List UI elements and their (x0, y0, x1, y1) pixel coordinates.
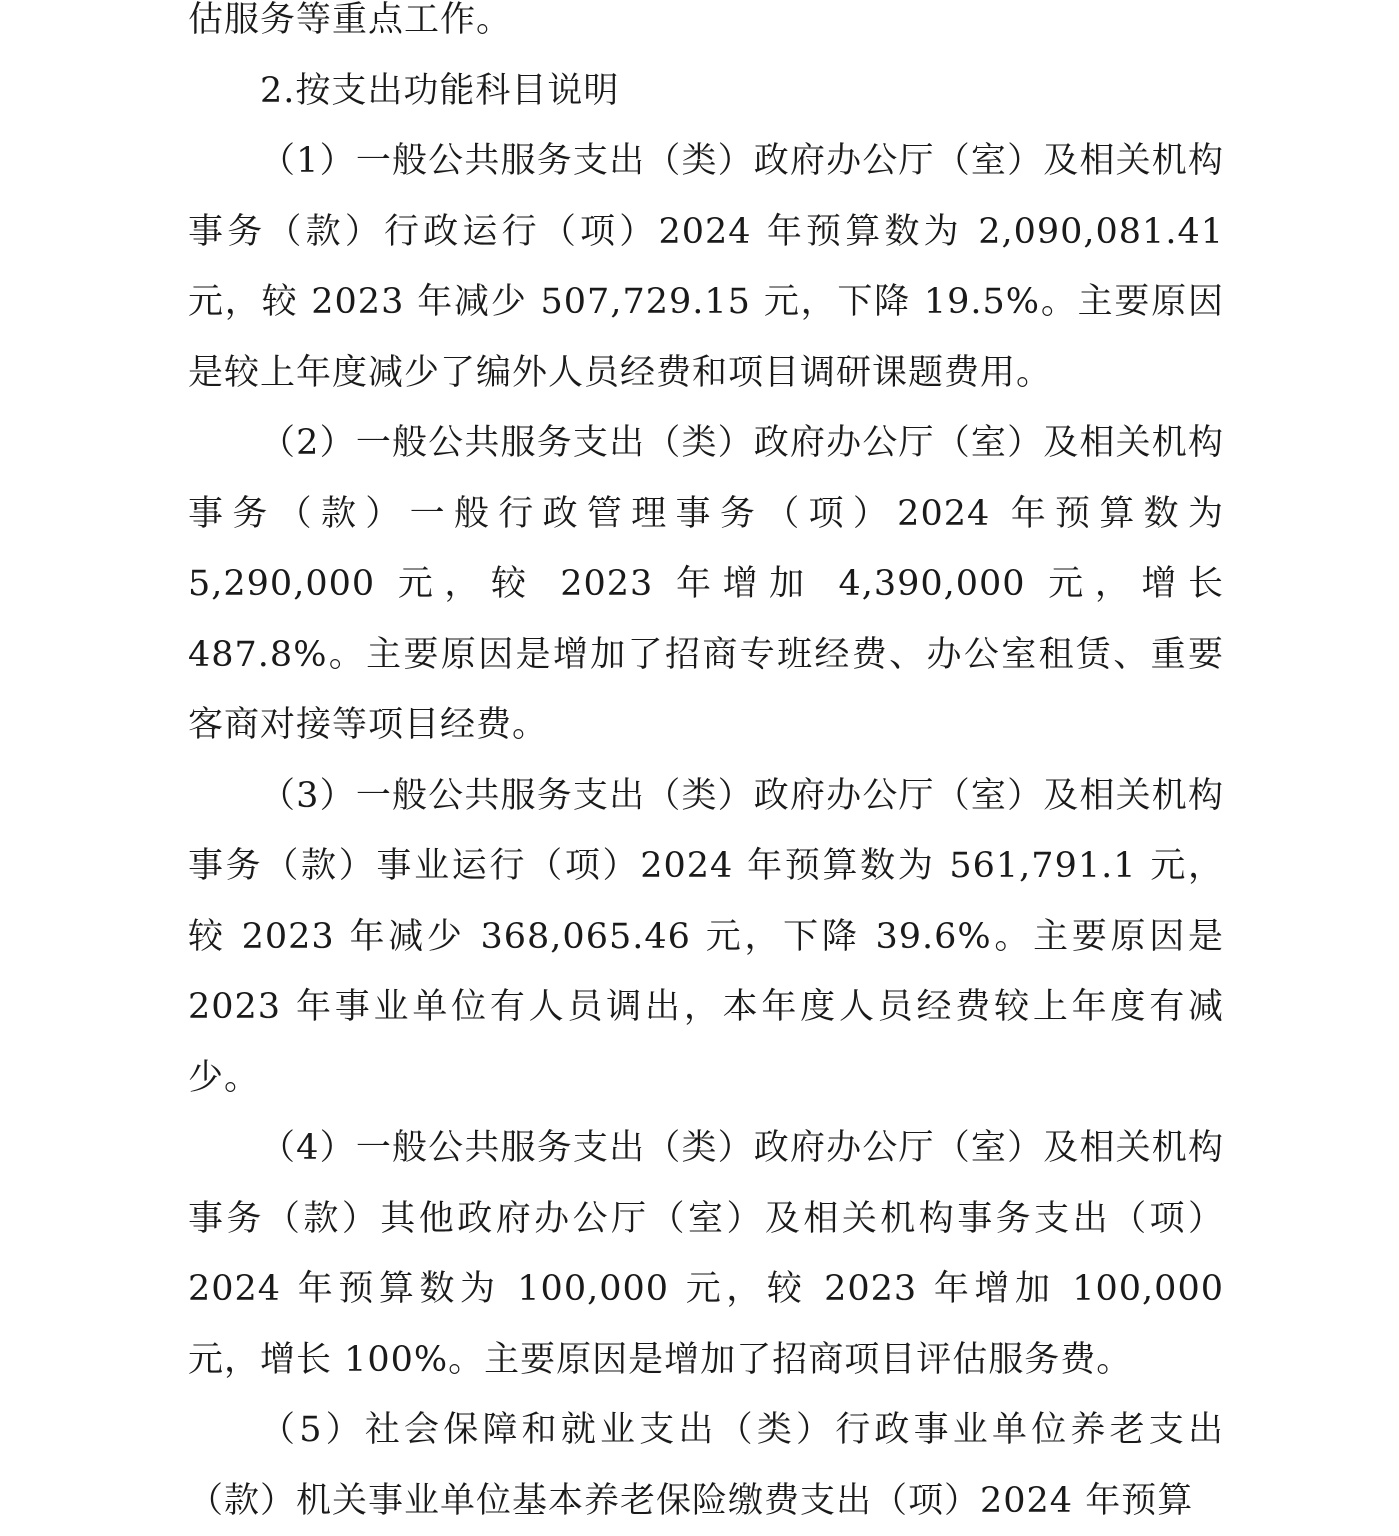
paragraph-item-4: （4）一般公共服务支出（类）政府办公厅（室）及相关机构事务（款）其他政府办公厅（室）及相关机构事务支出（项）2024 年预算数为 100,000 元，较 2023 年增加 100,000 元，增长 100%。主要原因是增加了招商项目评估服务费。 (188, 1128, 1224, 1380)
paragraph-item-3: （3）一般公共服务支出（类）政府办公厅（室）及相关机构事务（款）事业运行（项）2024 年预算数为 561,791.1 元，较 2023 年减少 368,065.46 元，下降 39.6%。主要原因是 2023 年事业单位有人员调出，本年度人员经费较上年度有减少。 (188, 775, 1224, 1098)
paragraph-item-1: （1）一般公共服务支出（类）政府办公厅（室）及相关机构事务（款）行政运行（项）2024 年预算数为 2,090,081.41 元，较 2023 年减少 507,729.15 元，下降 19.5%。主要原因是较上年度减少了编外人员经费和项目调研课题费用。 (188, 141, 1224, 393)
paragraph-continuation: 估服务等重点工作。 (188, 0, 513, 40)
document-body (188, 0, 1224, 1536)
paragraph-item-5: （5）社会保障和就业支出（类）行政事业单位养老支出（款）机关事业单位基本养老保险缴费支出（项）2024 年预算 (188, 1410, 1224, 1521)
section-heading: 2.按支出功能科目说明 (260, 70, 620, 111)
paragraph-item-2: （2）一般公共服务支出（类）政府办公厅（室）及相关机构事务（款）一般行政管理事务（项）2024 年预算数为 5,290,000 元，较 2023 年增加 4,390,000 元，增长 487.8%。主要原因是增加了招商专班经费、办公室租赁、重要客商对接等项目经费。 (188, 423, 1224, 745)
